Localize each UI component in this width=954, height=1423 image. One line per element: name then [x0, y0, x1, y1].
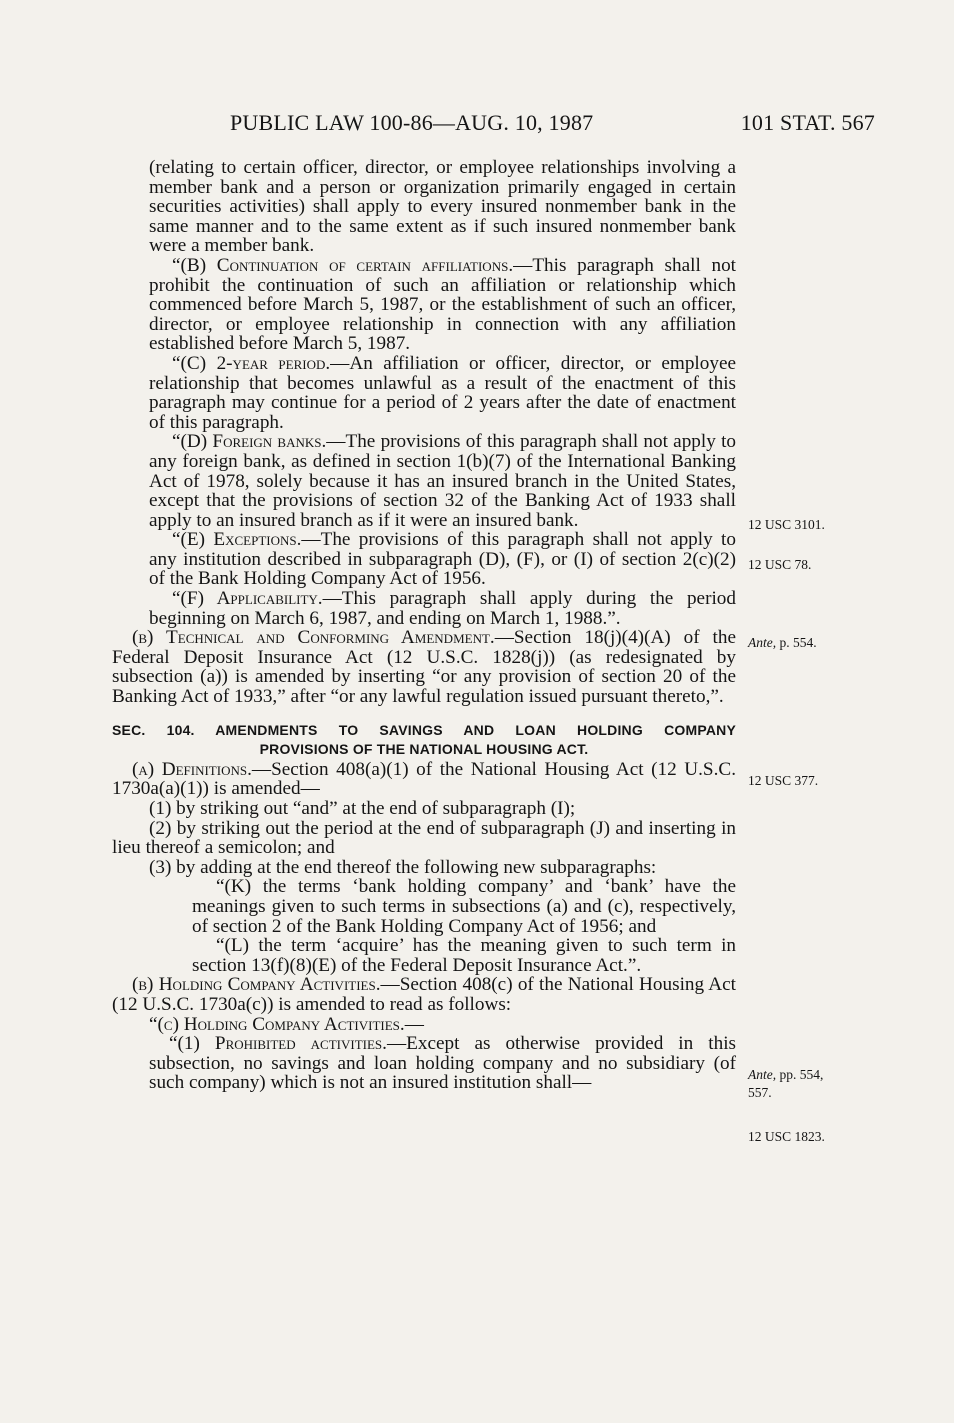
clause-a3: (3) by adding at the end thereof the following new subparagraphs: — [149, 856, 657, 878]
paragraph-b-heading: (b) Technical and Conforming Amendment. — [132, 627, 495, 649]
margin-note-557: 557. — [748, 1085, 772, 1100]
margin-note-ante2-pages: pp. 554, — [776, 1067, 824, 1082]
margin-note-ante2-italic: Ante, — [748, 1067, 777, 1082]
paragraph-a-definitions — [112, 760, 736, 799]
margin-note-ante-italic: Ante, — [748, 635, 777, 650]
paragraph-E — [112, 530, 736, 589]
paragraph-b-holding-heading: (b) Holding Company Activities. — [132, 974, 381, 996]
margin-note-12usc3101: 12 USC 3101. — [748, 517, 825, 532]
section-heading-line-2: PROVISIONS OF THE NATIONAL HOUSING ACT. — [259, 741, 589, 758]
body-text — [112, 158, 736, 1093]
clause-aL: “(L) the term ‘acquire’ has the meaning given to such term in section 13(f)(8)(E) of the Federal Deposit Insurance Act.”. — [192, 935, 736, 976]
section-heading — [112, 721, 736, 760]
header-title: PUBLIC LAW 100-86—AUG. 10, 1987 — [230, 110, 594, 135]
paragraph-c — [112, 1015, 736, 1035]
paragraph-B — [112, 256, 736, 354]
margin-note-12usc377: 12 USC 377. — [748, 773, 819, 788]
paragraph-E-body: —The provisions of this paragraph shall not apply to any institution described in subparagraph (D), (F), or (I) of section 2(c)(2) of the Bank Holding Company Act of 1956. — [149, 529, 736, 590]
paragraph-b-body: —Section 18(j)(4)(A) of the Federal Deposit Insurance Act (12 U.S.C. 1828(j)) (as redesignated by subsection (a)) is amended by inserting “or any provision of section 20 of the Banking Act of 1933,” after “or any lawful regulation issued pursuant thereto,”. — [112, 627, 736, 708]
paragraph-c-heading: “(c) Holding Company Activities. — [149, 1013, 405, 1035]
section-heading-line-1: SEC. 104. AMENDMENTS TO SAVINGS AND LOAN HOLDING COMPANY — [112, 721, 736, 738]
paragraph-a-body: —Section 408(a)(1) of the National Housing Act (12 U.S.C. 1730a(a)(1)) is amended— — [112, 758, 736, 800]
clause-a1: (1) by striking out “and” at the end of subparagraph (I); — [149, 798, 576, 819]
clause-a2: (2) by striking out the period at the end of subparagraph (J) and inserting in lieu thereof a semicolon; and — [112, 817, 736, 859]
paragraph-b-technical — [112, 628, 736, 706]
paragraph-C-body: —An affiliation or officer, director, or employee relationship that becomes unlawful as a result of the enactment of this paragraph may continue for a period of 2 years after the date of enactment of this paragraph. — [149, 352, 736, 433]
paragraph-c1 — [112, 1034, 736, 1093]
paragraph-b-holding — [112, 975, 736, 1014]
paragraph-c1-heading: “(1) Prohibited activities. — [169, 1033, 387, 1055]
paragraph-B-body: —This paragraph shall not prohibit the continuation of such an affiliation or relationship which commenced before March 5, 1987, or the establishment of such an officer, director, or employee relationship in connection with any affiliation established before March 5, 1987. — [149, 254, 736, 355]
paragraph-B-heading: “(B) Continuation of certain affiliations. — [172, 254, 514, 276]
paragraph-F-body: —This paragraph shall apply during the period beginning on March 6, 1987, and ending on March 1, 1988.”. — [149, 588, 736, 629]
paragraph-continuation: (relating to certain officer, director, or employee relationships involving a member bank and a person or organization primarily engaged in certain securities activities) shall apply to every insured nonmember bank in the same manner and to the same extent as if such insured nonmember bank were a member bank. — [149, 157, 736, 257]
paragraph-c1-body: —Except as otherwise provided in this subsection, no savings and loan holding company and no subsidiary (of such company) which is not an insured institution shall— — [149, 1033, 736, 1094]
paragraph-C-heading: “(C) 2-year period. — [172, 352, 331, 374]
paragraph-b-holding-body: —Section 408(c) of the National Housing Act (12 U.S.C. 1730a(c)) is amended to read as follows: — [112, 974, 736, 1015]
paragraph-E-heading: “(E) Exceptions. — [172, 529, 302, 551]
paragraph-c-body: — — [404, 1013, 424, 1035]
margin-note-ante-page: p. 554. — [776, 635, 817, 650]
paragraph-a-heading: (a) Definitions. — [132, 758, 252, 780]
header-stat-page: 101 STAT. 567 — [740, 110, 875, 135]
paragraph-D-heading: “(D) Foreign banks. — [172, 431, 327, 453]
paragraph-C — [112, 354, 736, 432]
paragraph-D-body: —The provisions of this paragraph shall not apply to any foreign bank, as defined in section 1(b)(7) of the International Banking Act of 1978, solely because it has an insured branch in the United States, except that the provisions of section 32 of the Banking Act of 1933 shall apply to an insured branch as if it were an insured bank. — [149, 431, 736, 531]
margin-note-ante-554 — [748, 634, 817, 651]
paragraph-F — [112, 589, 736, 628]
clause-aK: “(K) the terms ‘bank holding company’ and ‘bank’ have the meanings given to such terms in subsections (a) and (c), respectively, of section 2 of the Bank Holding Company Act of 1956; and — [192, 876, 736, 937]
margin-note-12usc1823: 12 USC 1823. — [748, 1129, 825, 1144]
page-header — [0, 110, 954, 140]
margin-note-ante-554-557 — [748, 1066, 823, 1083]
margin-note-12usc78: 12 USC 78. — [748, 557, 812, 572]
paragraph-F-heading: “(F) Applicability. — [172, 588, 323, 610]
paragraph-D — [112, 432, 736, 530]
